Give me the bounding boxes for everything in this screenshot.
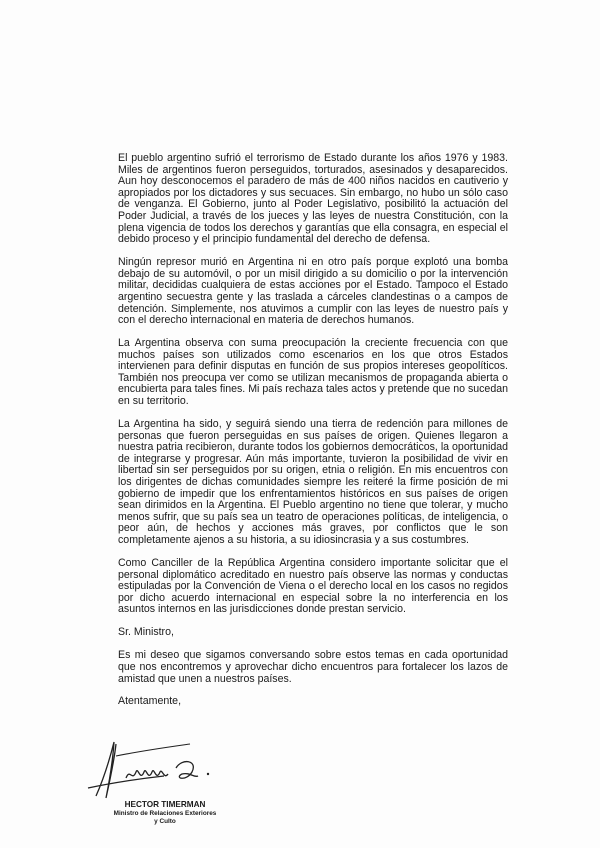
paragraph-foreign-interventions: La Argentina observa con suma preocupación la creciente frecuencia con que muchos países son utilizados como escenarios en los que otros Estados intervienen para definir disputas en función de sus propios intereses geopolíticos. También nos preocupa ver como se utilizan mecanismos de propaganda abierta o encubierta para tales fines. Mi país rechaza tales actos y pretende que no sucedan en su territorio. [118,337,508,408]
signer-block [100,800,230,826]
paragraph-land-of-redemption: La Argentina ha sido, y seguirá siendo una tierra de redención para millones de personas que fueron perseguidas en sus países de origen. Quienes llegaron a nuestra patria recibieron, durante todos los gobiernos democráticos, la oportunidad de integrarse y progresar. Aún más importante, tuvieron la posibilidad de vivir en libertad sin ser perseguidos por su origen, etnia o religión. En mis encuentros con los dirigentes de dichas comunidades siempre les reiteré la firme posición de mi gobierno de impedir que los enfrentamientos históricos en sus países de origen sean dirimidos en la Argentina. El Pueblo argentino no tiene que tolerar, y mucho menos sufrir, que su país sea un teatro de operaciones políticas, de inteligencia, o peor aún, de hechos y acciones más graves, por conflictos que le son completamente ajenos a su historia, a su idiosincrasia y a sus costumbres. [118,418,508,546]
paragraph-diplomatic-request: Como Canciller de la República Argentina considero importante solicitar que el personal diplomático acreditado en nuestro país observe las normas y conductas estipuladas por la Convención de Viena o el derecho local en los casos no regidos por dicho acuerdo internacional en especial sobre la no interferencia en los asuntos internos en las jurisdicciones donde prestan servicio. [118,556,508,616]
signer-title: Ministro de Relaciones Exteriores [113,810,217,817]
letter-body [118,153,508,719]
signer-title-continued: y Culto [154,818,176,825]
salutation: Sr. Ministro, [118,626,174,639]
paragraph-no-revenge: Ningún represor murió en Argentina ni en otro país porque explotó una bomba debajo de su automóvil, o por un misil dirigido a su domicilio o por la intervención militar, decididas cualquiera de estas acciones por el Estado. Tampoco el Estado argentino secuestra gente y las traslada a cárceles clandestinas o a campos de detención. Simplemente, nos atuvimos a cumplir con las leyes de nuestro país y con el derecho internacional en materia de derechos humanos. [118,256,508,327]
paragraph-state-terrorism: El pueblo argentino sufrió el terrorismo de Estado durante los años 1976 y 1983. Miles de argentinos fueron perseguidos, torturados, asesinados y desaparecidos. Aun hoy desconocemos el paradero de más de 400 niños nacidos en cautiverio y apropiados por los dictadores y sus secuaces. Sin embargo, no hubo un sólo caso de venganza. El Gobierno, junto al Poder Legislativo, posibilitó la actuación del Poder Judicial, a través de los jueces y las leyes de nuestra Constitución, con la plena vigencia de todos los derechos y garantías que ella consagra, en especial el debido proceso y el principio fundamental del derecho de defensa. [118,152,508,246]
closing: Atentamente, [118,695,182,708]
signer-name: HECTOR TIMERMAN [124,800,206,809]
paragraph-closing-wish: Es mi deseo que sigamos conversando sobre estos temas en cada oportunidad que nos encontremos y aprovechar dicho encuentros para fortalecer los lazos de amistad que unen a nuestros países. [118,649,508,685]
signature-image [86,738,246,802]
